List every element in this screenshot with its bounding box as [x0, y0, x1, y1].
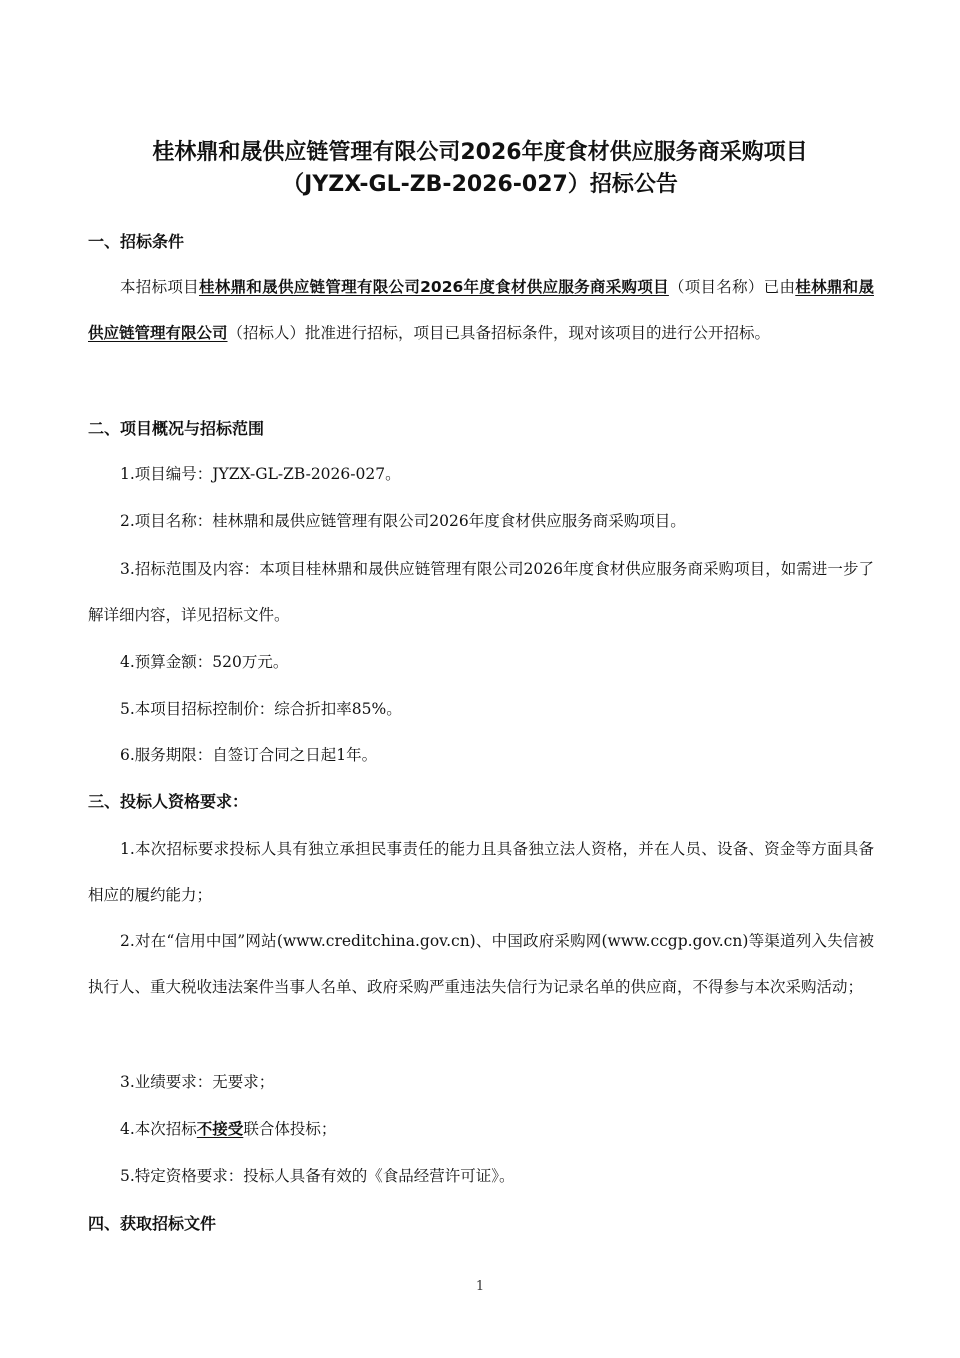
s3-item4-c: 联合体投标； — [243, 1120, 337, 1138]
s2-item3: 3.招标范围及内容：本项目桂林鼎和晟供应链管理有限公司2026年度食材供应服务商采购项目，如需进一步了解详细内容，详见招标文件。 — [88, 560, 874, 624]
doc-title-line1: 桂林鼎和晟供应链管理有限公司2026年度食材供应服务商采购项目 — [152, 140, 808, 165]
s2-item4: 4.预算金额：520万元。 — [120, 653, 289, 671]
doc-title-line2: （JYZX-GL-ZB-2026-027）招标公告 — [282, 172, 678, 197]
s3-item4 — [88, 1117, 874, 1141]
section3-heading: 三、投标人资格要求： — [88, 792, 249, 811]
page-number: 1 — [475, 1279, 485, 1294]
s3-item1: 1.本次招标要求投标人具有独立承担民事责任的能力且具备独立法人资格，并在人员、设备、资金等方面具备相应的履约能力； — [88, 840, 874, 904]
section1-paragraph — [88, 264, 874, 356]
s1-text-b: （项目名称）已由 — [668, 278, 796, 296]
s3-item4-a: 4.本次招标 — [120, 1120, 197, 1138]
tenderer-underlined: 桂林鼎和晟供应链管理有限公司 — [88, 278, 874, 342]
section2-heading: 二、项目概况与招标范围 — [88, 419, 265, 438]
project-name-underlined: 桂林鼎和晟供应链管理有限公司2026年度食材供应服务商采购项目 — [198, 278, 669, 296]
s3-item5: 5.特定资格要求：投标人具备有效的《食品经营许可证》。 — [120, 1167, 515, 1185]
s3-item3: 3.业绩要求：无要求； — [120, 1073, 275, 1091]
s3-item2: 2.对在“信用中国”网站(www.creditchina.gov.cn)、中国政府采购网(www.ccgp.gov.cn)等渠道列入失信被执行人、重大税收违法案件当事人名单、政府采购严重违法失信行为记录名单的供应商，不得参与本次采购活动； — [88, 932, 874, 996]
s2-item2: 2.项目名称：桂林鼎和晟供应链管理有限公司2026年度食材供应服务商采购项目。 — [120, 512, 686, 530]
s1-text-c: （招标人）批准进行招标，项目已具备招标条件，现对该项目的进行公开招标。 — [227, 324, 771, 342]
s2-item1: 1.项目编号：JYZX-GL-ZB-2026-027。 — [120, 465, 401, 483]
s2-item5: 5.本项目招标控制价：综合折扣率85%。 — [120, 700, 402, 718]
s1-text-a: 本招标项目 — [120, 278, 199, 296]
section4-heading: 四、获取招标文件 — [88, 1214, 217, 1233]
section1-heading: 一、招标条件 — [88, 232, 185, 251]
s2-item6: 6.服务期限：自签订合同之日起1年。 — [120, 746, 378, 764]
not-accept-underlined: 不接受 — [196, 1120, 244, 1138]
